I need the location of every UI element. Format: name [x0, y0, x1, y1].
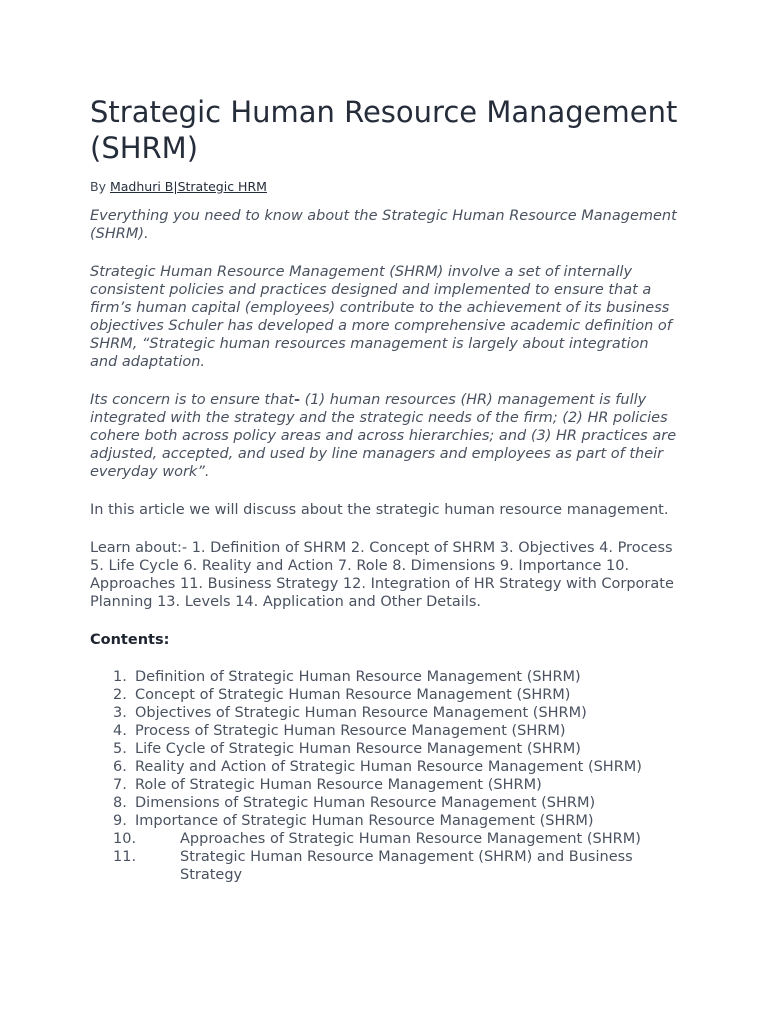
list-item[interactable]	[90, 848, 678, 884]
list-item-number: 9.	[113, 813, 127, 829]
list-item-number: 3.	[113, 705, 127, 721]
list-item-text: Role of Strategic Human Resource Management (SHRM)	[135, 777, 542, 793]
list-item-number: 7.	[113, 777, 127, 793]
list-item-text: Process of Strategic Human Resource Management (SHRM)	[135, 723, 566, 739]
list-item-text: Dimensions of Strategic Human Resource Management (SHRM)	[135, 795, 596, 811]
list-item-text: Reality and Action of Strategic Human Resource Management (SHRM)	[135, 759, 642, 775]
concern-text-start: Its concern is to ensure that	[90, 392, 294, 408]
concern-dash: -	[293, 392, 300, 408]
intro-paragraph: Everything you need to know about the Strategic Human Resource Management (SHRM).	[90, 208, 677, 242]
list-item[interactable]	[90, 686, 678, 704]
contents-heading: Contents:	[90, 632, 170, 648]
list-item[interactable]	[90, 722, 678, 740]
list-item-text: Objectives of Strategic Human Resource Management (SHRM)	[135, 705, 587, 721]
category-name: Strategic HRM	[177, 179, 267, 194]
concern-text-rest: (1) human resources (HR) management is fully integrated with the strategy and the strategic needs of the firm; (2) HR policies cohere both across policy areas and across hierarchies; and (3) HR practices are adjusted, accepted, and used by line managers and employees as part of their everyday work”.	[90, 392, 677, 480]
author-link[interactable]	[110, 179, 267, 194]
article-scope-paragraph: In this article we will discuss about the strategic human resource management.	[90, 502, 669, 518]
list-item[interactable]	[90, 758, 678, 776]
list-item-text: Concept of Strategic Human Resource Management (SHRM)	[135, 687, 571, 703]
definition-paragraph: Strategic Human Resource Management (SHRM) involve a set of internally consistent policies and practices designed and implemented to ensure that a firm’s human capital (employees) contribute to the achievement of its business objectives Schuler has developed a more comprehensive academic definition of SHRM, “Strategic human resources management is largely about integration and adaptation.	[90, 264, 672, 370]
list-item-number: 4.	[113, 723, 127, 739]
list-item-text: Importance of Strategic Human Resource Management (SHRM)	[135, 813, 594, 829]
contents-list	[90, 668, 678, 884]
article-title: Strategic Human Resource Management (SHRM)	[90, 95, 678, 165]
list-item[interactable]	[90, 668, 678, 686]
learn-about-paragraph: Learn about:- 1. Definition of SHRM 2. Concept of SHRM 3. Objectives 4. Process 5. Life Cycle 6. Reality and Action 7. Role 8. Dimensions 9. Importance 10. Approaches 11. Business Strategy 12. Integration of HR Strategy with Corporate Planning 13. Levels 14. Application and Other Details.	[90, 540, 674, 610]
list-item-number: 6.	[113, 759, 127, 775]
byline-prefix: By	[90, 179, 106, 194]
list-item[interactable]	[90, 812, 678, 830]
byline-separator: |	[173, 179, 178, 194]
list-item[interactable]	[90, 794, 678, 812]
list-item-text: Definition of Strategic Human Resource Management (SHRM)	[135, 669, 581, 685]
list-item[interactable]	[90, 740, 678, 758]
concern-paragraph	[90, 391, 678, 481]
list-item-number: 8.	[113, 795, 127, 811]
list-item-text: Strategic Human Resource Management (SHRM) and Business Strategy	[180, 849, 633, 883]
list-item-text: Approaches of Strategic Human Resource Management (SHRM)	[180, 831, 641, 847]
list-item-number: 10.	[113, 831, 137, 847]
list-item[interactable]	[90, 830, 678, 848]
list-item-text: Life Cycle of Strategic Human Resource Management (SHRM)	[135, 741, 581, 757]
list-item[interactable]	[90, 704, 678, 722]
list-item-number: 2.	[113, 687, 127, 703]
list-item[interactable]	[90, 776, 678, 794]
list-item-number: 11.	[113, 849, 137, 865]
list-item-number: 1.	[113, 669, 127, 685]
list-item-number: 5.	[113, 741, 127, 757]
author-name: Madhuri B	[109, 179, 174, 194]
byline	[90, 179, 678, 195]
